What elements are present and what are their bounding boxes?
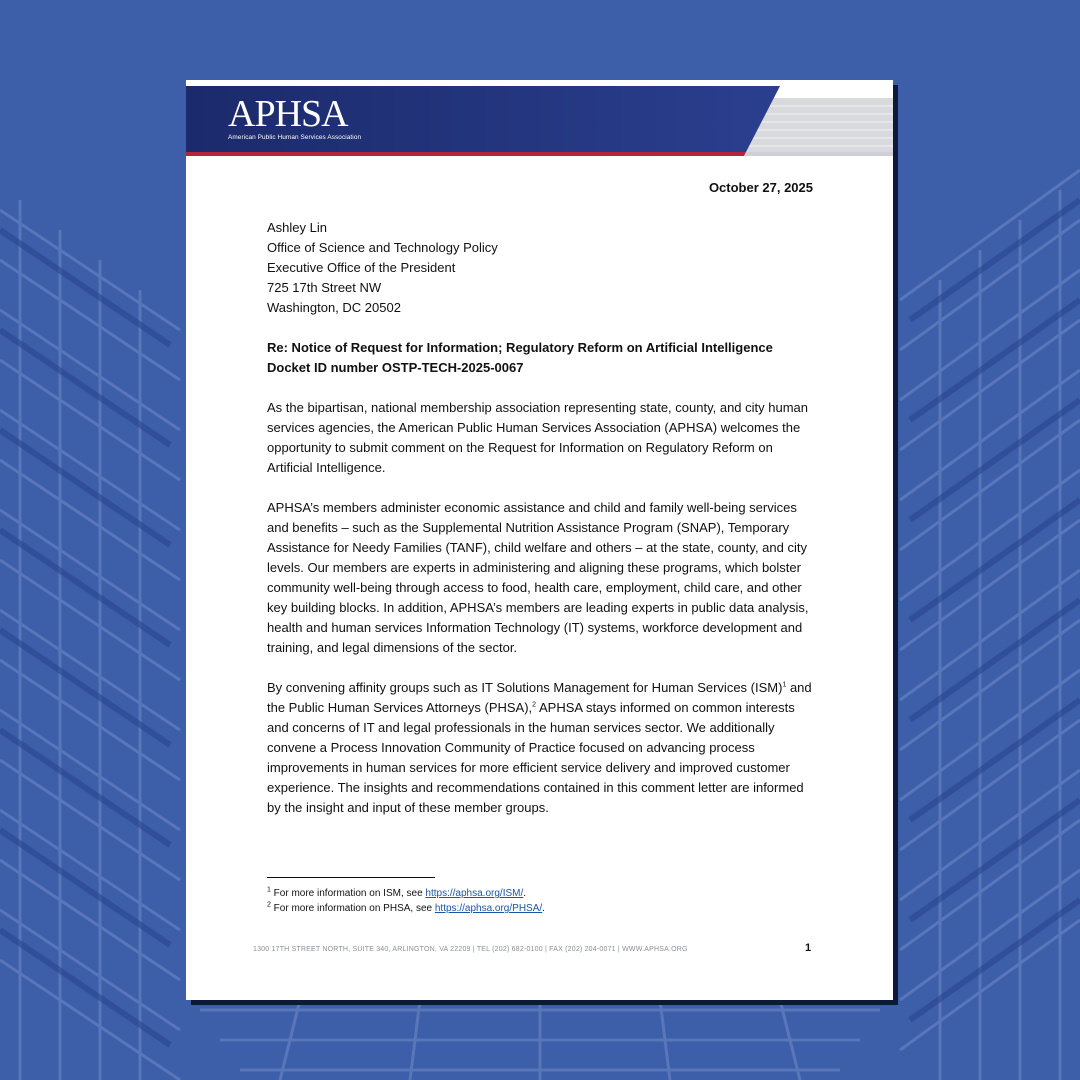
recipient-street: 725 17th Street NW bbox=[267, 280, 382, 295]
paragraph-affinity-part-2: and the Public Human Services Attorneys (PHSA), bbox=[267, 680, 812, 715]
footnote-1 bbox=[267, 887, 526, 901]
footnote-1-link[interactable]: https://aphsa.org/ISM/ bbox=[425, 888, 524, 899]
paragraph-affinity-groups bbox=[267, 678, 817, 818]
recipient-city: Washington, DC 20502 bbox=[267, 300, 401, 315]
footnote-2-link[interactable]: https://aphsa.org/PHSA/ bbox=[434, 903, 543, 914]
footnote-1-end: . bbox=[523, 888, 527, 899]
recipient-name: Ashley Lin bbox=[267, 220, 327, 235]
footnote-2-number: 2 bbox=[267, 901, 271, 909]
footnote-2-end: . bbox=[542, 903, 545, 914]
page-number: 1 bbox=[805, 942, 812, 954]
paragraph-intro: As the bipartisan, national membership association representing state, county, and city human services agencies, the American Public Human Services Association (APHSA) welcomes the opportunity to submit comment on the Request for Information on Regulatory Reform on Artificial Intelligence. bbox=[267, 400, 809, 475]
recipient-branch: Executive Office of the President bbox=[267, 260, 456, 275]
subject-line bbox=[267, 338, 817, 378]
footnote-ref-2[interactable]: 2 bbox=[532, 701, 537, 709]
recipient-office: Office of Science and Technology Policy bbox=[267, 240, 498, 255]
aphsa-logo: APHSA bbox=[228, 93, 348, 135]
recipient-address bbox=[267, 218, 498, 318]
subject-line-2: Docket ID number OSTP-TECH-2025-0067 bbox=[267, 360, 524, 375]
footnote-ref-1[interactable]: 1 bbox=[782, 681, 787, 689]
footnote-1-number: 1 bbox=[267, 886, 271, 894]
subject-line-1: Re: Notice of Request for Information; Regulatory Reform on Artificial Intelligence bbox=[267, 340, 773, 355]
letter-date: October 27, 2025 bbox=[708, 180, 813, 195]
aphsa-logo-tagline: American Public Human Services Association bbox=[228, 134, 362, 141]
footer-contact: 1300 17TH STREET NORTH, SUITE 340, ARLINGTON, VA 22209 | TEL (202) 682-0100 | FAX (202) 204-0071 | WWW.APHSA.ORG bbox=[253, 946, 688, 953]
footnote-1-text: For more information on ISM, see bbox=[270, 888, 426, 899]
paragraph-affinity-part-3: APHSA stays informed on common interests and concerns of IT and legal professionals in the human services sector. We additionally convene a Process Innovation Community of Practice focused on advancing process improvements in human services for more efficient service delivery and improved customer experience. The insights and recommendations contained in this comment letter are informed by the insight and input of these member groups. bbox=[267, 700, 804, 815]
paragraph-members: APHSA’s members administer economic assistance and child and family well-being services and benefits – such as the Supplemental Nutrition Assistance Program (SNAP), Temporary Assistance for Needy Families (TANF), child welfare and others – at the state, county, and city levels. Our members are experts in administering and aligning these programs, which bolster community well-being through access to food, health care, employment, child care, and other key building blocks. In addition, APHSA’s members are leading experts in public data analysis, health and human services Information Technology (IT) systems, workforce development and training, and legal dimensions of the sector. bbox=[267, 500, 809, 655]
footnote-divider bbox=[267, 877, 435, 878]
paragraph-affinity-part-1: By convening affinity groups such as IT Solutions Management for Human Services (ISM) bbox=[267, 680, 783, 695]
footnote-2 bbox=[267, 902, 545, 916]
footnote-2-text: For more information on PHSA, see bbox=[270, 903, 435, 914]
letter-page bbox=[186, 80, 893, 1000]
